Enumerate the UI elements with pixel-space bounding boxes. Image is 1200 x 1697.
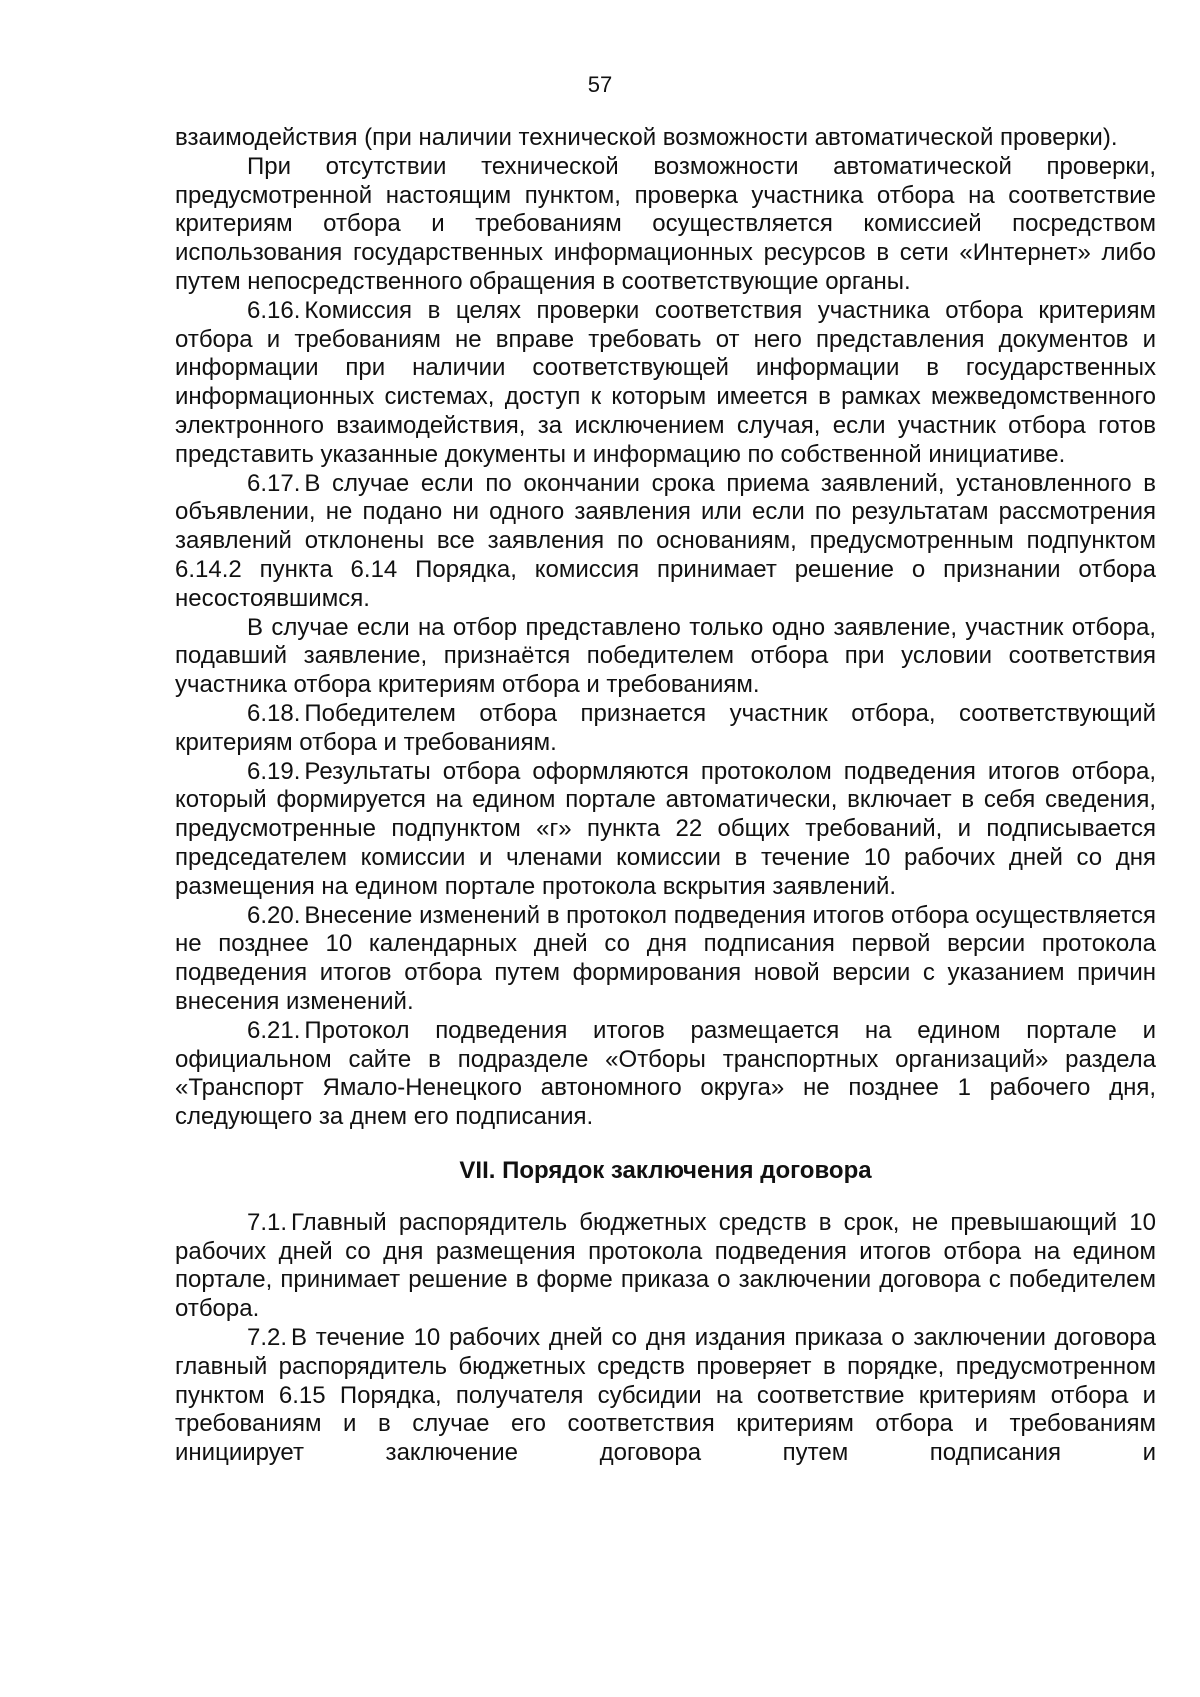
clause-number: 6.18. xyxy=(247,699,301,727)
clause-7-1 xyxy=(175,1209,1156,1324)
paragraph-text: Комиссия в целях проверки соответствия участника отбора критериям отбора и требованиям не вправе требовать от него представления документов и информации при наличии соответствующей информации в государственных информационных системах, доступ к которым имеется в рамках межведомственного электронного взаимодействия, за исключением случая, если участник отбора готов представить указанные документы и информацию по собственной инициативе. xyxy=(175,296,1156,468)
document-body xyxy=(175,124,1156,1468)
section-vi-continuation xyxy=(175,124,1156,1132)
clause-number: 6.16. xyxy=(247,296,301,324)
clause-6-21 xyxy=(175,1017,1156,1132)
paragraph-text: В случае если по окончании срока приема заявлений, установленного в объявлении, не подано ни одного заявления или если по результатам рассмотрения заявлений отклонены все заявления по основаниям, предусмотренным подпунктом 6.14.2 пункта 6.14 Порядка, комиссия принимает решение о признании отбора несостоявшимся. xyxy=(175,469,1156,612)
clause-7-2 xyxy=(175,1324,1156,1468)
paragraph-text: взаимодействия (при наличии технической возможности автоматической проверки). xyxy=(175,124,1118,151)
clause-6-18 xyxy=(175,700,1156,758)
paragraph xyxy=(175,153,1156,297)
paragraph-text: В течение 10 рабочих дней со дня издания приказа о заключении договора главный распорядитель бюджетных средств проверяет в порядке, предусмотренном пунктом 6.15 Порядка, получателя субсидии на соответствие критериям отбора и требованиям и в случае его соответствия критериям отбора и требованиям инициирует заключение договора путем подписания и xyxy=(175,1324,1156,1467)
clause-number: 6.17. xyxy=(247,469,301,497)
paragraph-text: При отсутствии технической возможности автоматической проверки, предусмотренной настоящим пунктом, проверка участника отбора на соответствие критериям отбора и требованиям осуществляется комиссией посредством использования государственных информационных ресурсов в сети «Интернет» либо путем непосредственного обращения в соответствующие органы. xyxy=(175,152,1156,295)
clause-6-16 xyxy=(175,297,1156,470)
paragraph-text: Победителем отбора признается участник отбора, соответствующий критериям отбора и требованиям. xyxy=(175,699,1156,756)
clause-6-19 xyxy=(175,758,1156,902)
paragraph-text: Внесение изменений в протокол подведения итогов отбора осуществляется не позднее 10 календарных дней со дня подписания первой версии протокола подведения итогов отбора путем формирования новой версии с указанием причин внесения изменений. xyxy=(175,901,1156,1015)
paragraph-text: Главный распорядитель бюджетных средств в срок, не превышающий 10 рабочих дней со дня размещения протокола подведения итогов отбора на едином портале, принимает решение в форме приказа о заключении договора с победителем отбора. xyxy=(175,1208,1156,1323)
clause-number: 6.21. xyxy=(247,1016,301,1044)
paragraph-text: Результаты отбора оформляются протоколом подведения итогов отбора, который формируется на едином портале автоматически, включает в себя сведения, предусмотренные подпунктом «г» пункта 22 общих требований, и подписывается председателем комиссии и членами комиссии в течение 10 рабочих дней со дня размещения на едином портале протокола вскрытия заявлений. xyxy=(175,757,1156,900)
clause-6-17 xyxy=(175,470,1156,614)
page-number: 57 xyxy=(587,72,613,97)
section-heading: VII. Порядок заключения договора xyxy=(459,1156,872,1184)
paragraph-text: В случае если на отбор представлено только одно заявление, участник отбора, подавший заявление, признаётся победителем отбора при условии соответствия участника отбора критериям отбора и требованиям. xyxy=(175,613,1156,699)
paragraph xyxy=(175,124,1156,153)
paragraph xyxy=(175,614,1156,700)
clause-number: 6.19. xyxy=(247,757,301,785)
section-vii xyxy=(175,1209,1156,1468)
clause-number: 6.20. xyxy=(247,901,301,929)
clause-number: 7.2. xyxy=(247,1324,288,1352)
clause-6-20 xyxy=(175,902,1156,1017)
clause-number: 7.1. xyxy=(247,1208,288,1236)
paragraph-text: Протокол подведения итогов размещается на едином портале и официальном сайте в подразделе «Отборы транспортных организаций» раздела «Транспорт Ямало-Ненецкого автономного округа» не позднее 1 рабочего дня, следующего за днем его подписания. xyxy=(175,1016,1156,1131)
